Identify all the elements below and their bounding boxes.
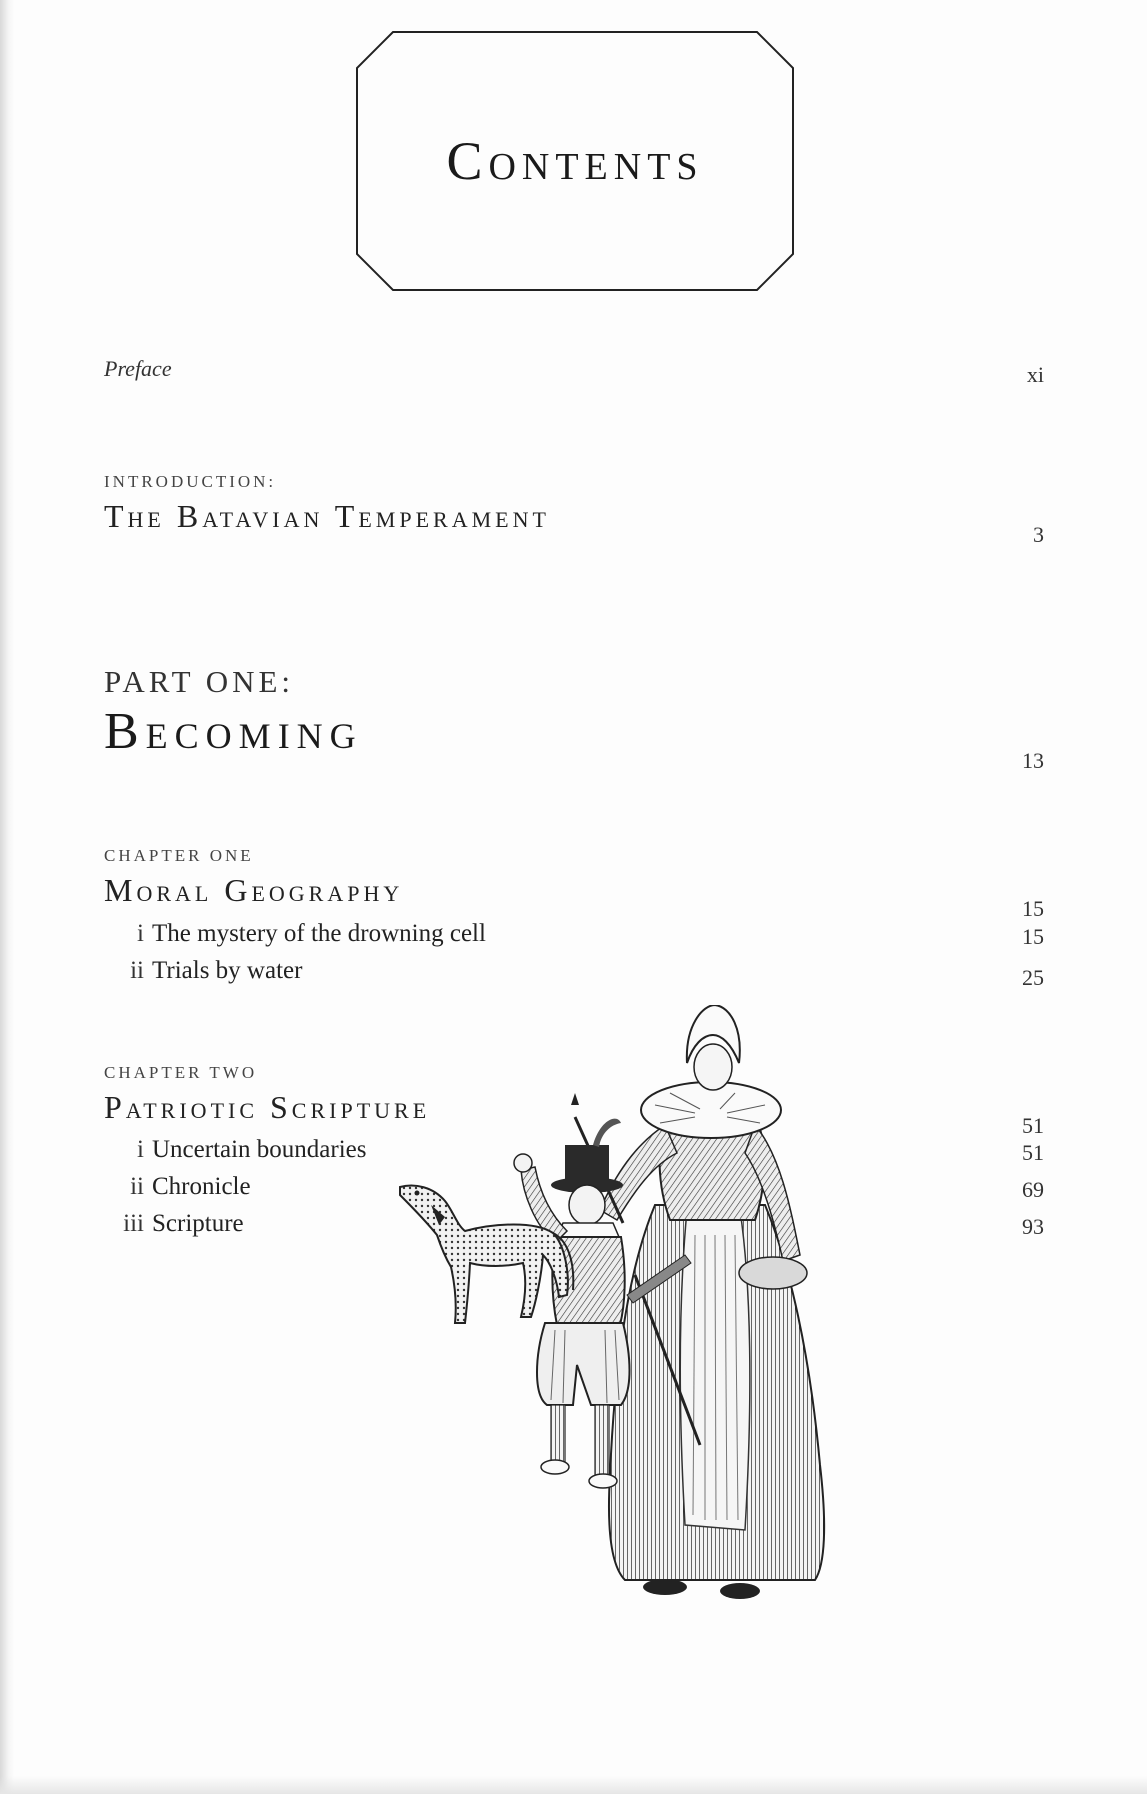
- part-one-label: PART ONE:: [104, 664, 295, 699]
- section-number: iii: [123, 1210, 144, 1237]
- section-page-number: 51: [1022, 1140, 1044, 1165]
- chapter-one-title: Moral Geography: [104, 872, 404, 908]
- preface-label: Preface: [104, 356, 172, 381]
- page-title: Contents: [446, 131, 704, 191]
- section-number: ii: [130, 957, 144, 984]
- chapter-one-page-number: 15: [1022, 896, 1044, 921]
- introduction-label: INTRODUCTION:: [104, 472, 277, 491]
- introduction-page-number: 3: [1033, 522, 1044, 547]
- spine-shadow: [0, 0, 14, 1794]
- chapter-two-page-number: 51: [1022, 1113, 1044, 1138]
- toc-section-1-2[interactable]: [104, 957, 1044, 990]
- section-title: Chronicle: [152, 1173, 251, 1200]
- section-page-number: 69: [1022, 1177, 1044, 1202]
- section-title: Trials by water: [152, 957, 303, 984]
- preface-page-number: xi: [1026, 362, 1044, 387]
- section-number: ii: [130, 1173, 144, 1200]
- section-title: The mystery of the drowning cell: [152, 920, 486, 947]
- title-frame: [355, 30, 795, 292]
- section-number: i: [137, 1136, 144, 1163]
- toc-section-1-1[interactable]: [104, 920, 1044, 948]
- toc-entry-part-one[interactable]: [104, 664, 1044, 773]
- part-one-page-number: 13: [1022, 748, 1044, 773]
- chapter-one-label: CHAPTER ONE: [104, 846, 254, 865]
- section-page-number: 15: [1022, 924, 1044, 949]
- section-title: Uncertain boundaries: [152, 1136, 367, 1163]
- section-title: Scripture: [152, 1210, 244, 1237]
- section-page-number: 25: [1022, 965, 1044, 990]
- chapter-two-title: Patriotic Scripture: [104, 1089, 431, 1125]
- page-bottom-edge: [0, 1776, 1147, 1794]
- part-one-title: Becoming: [104, 703, 363, 760]
- engraving-woman-child-dog-icon: [395, 1005, 925, 1635]
- toc-entry-introduction[interactable]: [104, 472, 1044, 547]
- introduction-title: The Batavian Temperament: [104, 498, 550, 534]
- toc-entry-chapter-one[interactable]: [104, 846, 1044, 921]
- chapter-two-label: CHAPTER TWO: [104, 1063, 258, 1082]
- toc-entry-preface[interactable]: [104, 356, 1044, 387]
- section-page-number: 93: [1022, 1214, 1044, 1239]
- section-number: i: [137, 920, 144, 947]
